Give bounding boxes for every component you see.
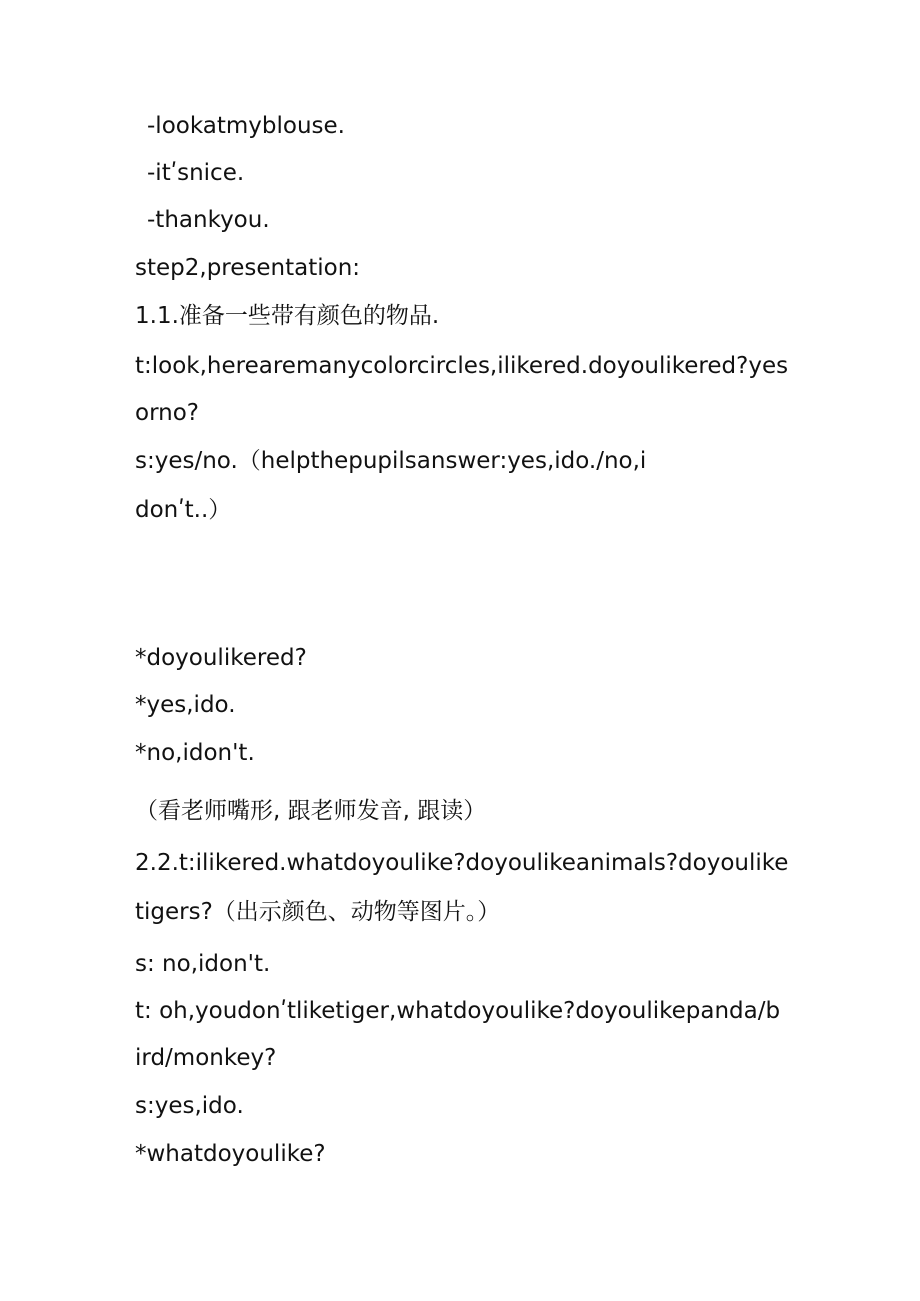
dialogue-line: -lookatmyblouse.	[147, 113, 345, 139]
dialogue-line: -itʹsnice.	[147, 160, 245, 186]
pattern-line: *whatdoyoulike?	[135, 1141, 326, 1167]
pattern-line: *doyoulikered?	[135, 645, 307, 671]
pattern-line: *yes,ido.	[135, 692, 236, 718]
note-line: （看老师嘴形, 跟老师发音, 跟读）	[135, 798, 487, 824]
text-line: orno?	[135, 400, 199, 426]
text-line: tigers?（出示颜色、动物等图片。）	[135, 899, 501, 925]
text-line: 2.2.t:ilikered.whatdoyoulike?doyoulikeanimals?doyoulike	[135, 850, 789, 876]
text-line: 1.1.准备一些带有颜色的物品.	[135, 303, 440, 329]
text-line: s:yes,ido.	[135, 1093, 244, 1119]
text-line: s: no,idon't.	[135, 951, 271, 977]
dialogue-line: -thankyou.	[147, 207, 270, 233]
text-line: donʹt..）	[135, 497, 232, 523]
text-line: ird/monkey?	[135, 1045, 277, 1071]
text-line: t: oh,youdonʹtliketiger,whatdoyoulike?doyoulikepanda/b	[135, 998, 781, 1024]
text-line: t:look,herearemanycolorcircles,ilikered.doyoulikered?yes	[135, 353, 789, 379]
section-heading: step2,presentation:	[135, 255, 361, 281]
pattern-line: *no,idon't.	[135, 740, 255, 766]
text-line: s:yes/no.（helpthepupilsanswer:yes,ido./no,i	[135, 448, 647, 474]
